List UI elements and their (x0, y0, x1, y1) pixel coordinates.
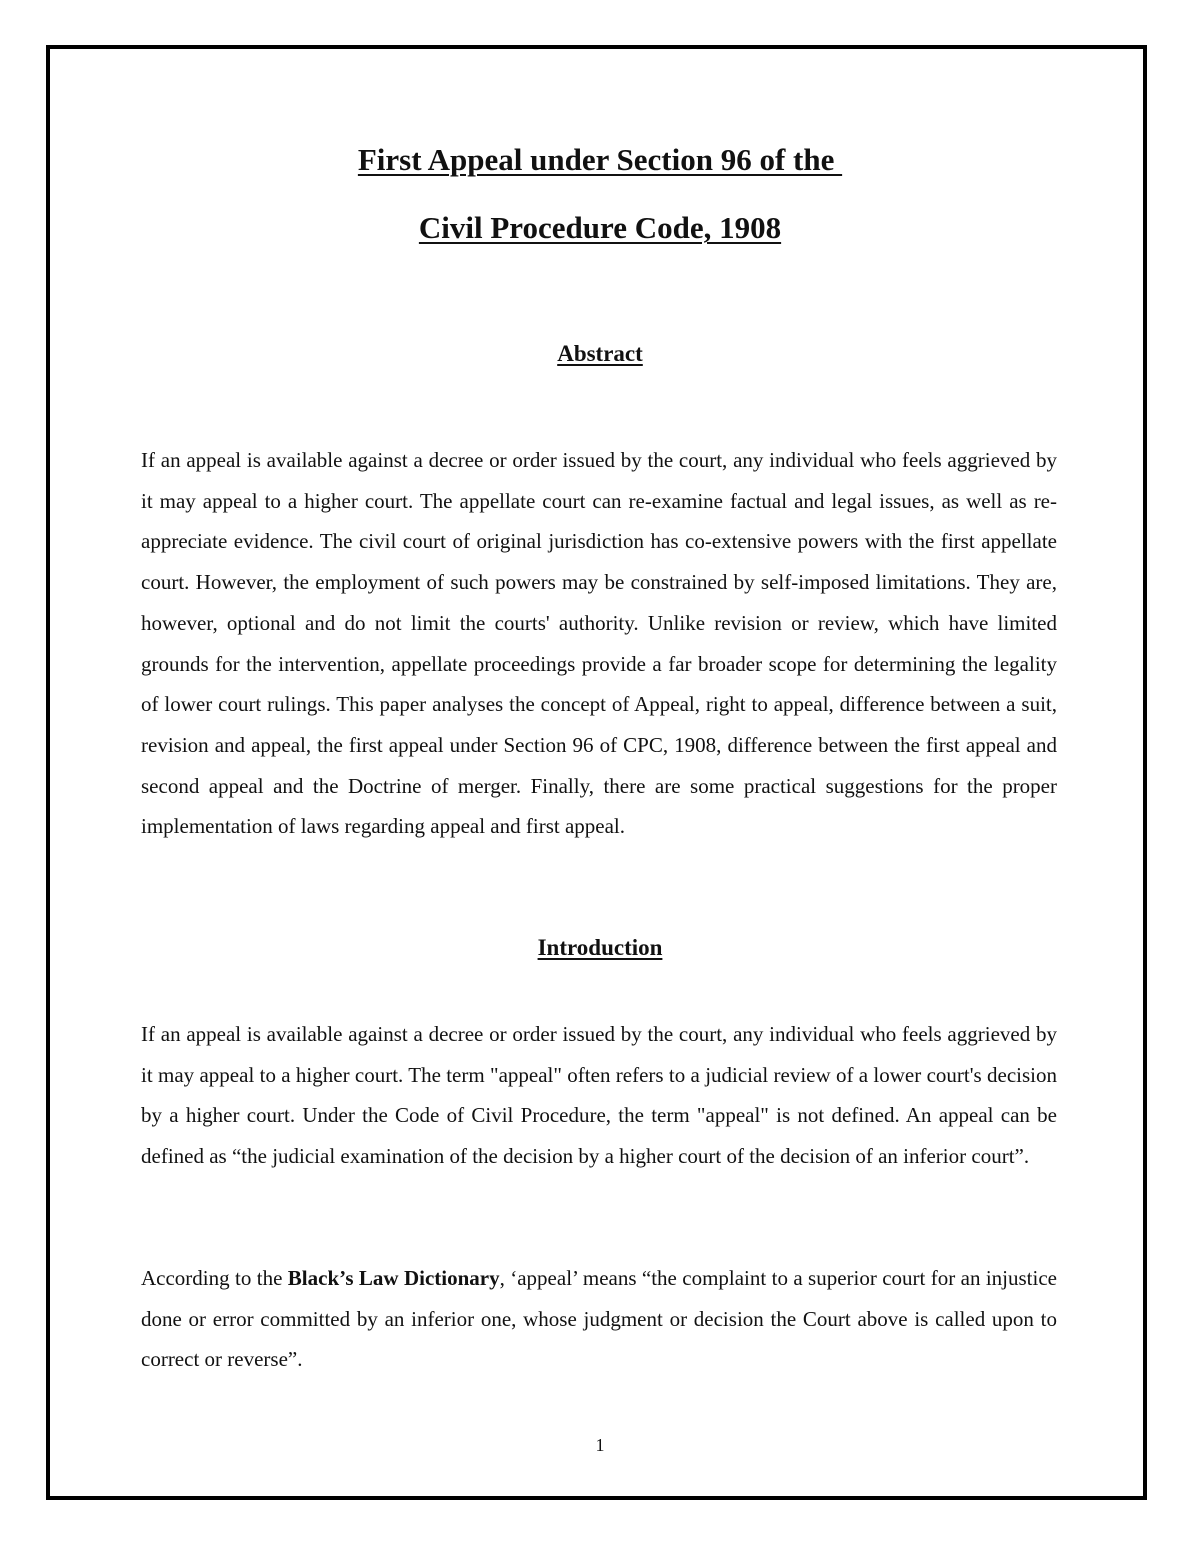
paragraph-2-lead-text: According to the (141, 1266, 288, 1290)
page-number: 1 (595, 1435, 605, 1455)
abstract-paragraph: If an appeal is available against a decree or order issued by the court, any individual who feels aggrieved by it may appeal to a higher court. The appellate court can re-examine factual and legal issues, as well as re-appreciate evidence. The civil court of original jurisdiction has co-extensive powers with the first appellate court. However, the employment of such powers may be constrained by self-imposed limitations. They are, however, optional and do not limit the courts' authority. Unlike revision or review, which have limited grounds for the intervention, appellate proceedings provide a far broader scope for determining the legality of lower court rulings. This paper analyses the concept of Appeal, right to appeal, difference between a suit, revision and appeal, the first appeal under Section 96 of CPC, 1908, difference between the first appeal and second appeal and the Doctrine of merger. Finally, there are some practical suggestions for the proper implementation of laws regarding appeal and first appeal. (141, 448, 1057, 839)
blacks-law-dictionary-reference: Black’s Law Dictionary (287, 1266, 500, 1290)
document-title-line-1: First Appeal under Section 96 of the (357, 142, 843, 177)
abstract-heading: Abstract (557, 341, 643, 366)
introduction-paragraph-2 (141, 1258, 1057, 1380)
document-title-line-2: Civil Procedure Code, 1908 (418, 210, 782, 245)
introduction-paragraph-1: If an appeal is available against a decree or order issued by the court, any individual who feels aggrieved by it may appeal to a higher court. The term "appeal" often refers to a judicial review of a lower court's decision by a higher court. Under the Code of Civil Procedure, the term "appeal" is not defined. An appeal can be defined as “the judicial examination of the decision by a higher court of the decision of an inferior court”. (141, 1022, 1057, 1169)
introduction-heading: Introduction (537, 935, 663, 960)
paragraph-2-definition-text: , ‘appeal’ means “the complaint to a superior court for an injustice done or error committed by an inferior one, whose judgment or decision the Court above is called upon to correct or reverse”. (141, 1266, 1057, 1372)
